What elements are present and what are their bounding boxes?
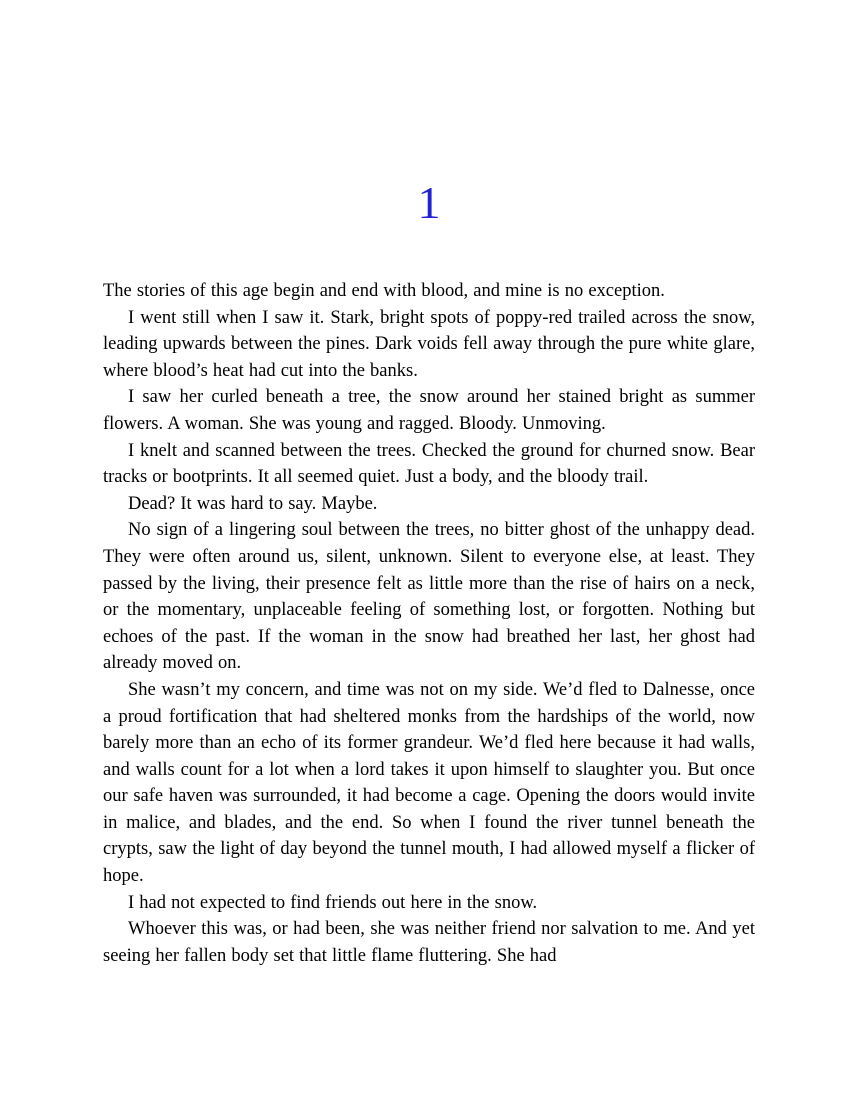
paragraph: Dead? It was hard to say. Maybe.	[128, 493, 378, 514]
paragraph: Whoever this was, or had been, she was neither friend nor salvation to me. And yet seeing her fallen body set that little flame fluttering. She had	[103, 919, 755, 966]
paragraph: I saw her curled beneath a tree, the snow around her stained bright as summer flowers. A woman. She was young and ragged. Bloody. Unmoving.	[103, 387, 755, 434]
paragraph: I had not expected to find friends out here in the snow.	[128, 892, 538, 913]
paragraph: She wasn’t my concern, and time was not on my side. We’d fled to Dalnesse, once a proud fortification that had sheltered monks from the hardships of the world, now barely more than an echo of its former grandeur. We’d fled here because it had walls, and walls count for a lot when a lord takes it upon himself to slaughter you. But once our safe haven was surrounded, it had become a cage. Opening the doors would invite in malice, and blades, and the end. So when I found the river tunnel beneath the crypts, saw the light of day beyond the tunnel mouth, I had allowed myself a flicker of hope.	[103, 679, 755, 887]
paragraph: I knelt and scanned between the trees. Checked the ground for churned snow. Bear tracks or bootprints. It all seemed quiet. Just a body, and the bloody trail.	[103, 440, 755, 488]
paragraph: I went still when I saw it. Stark, bright spots of poppy-red trailed across the snow, leading upwards between the pines. Dark voids fell away through the pure white glare, where blood’s heat had cut into the banks.	[103, 307, 755, 381]
chapter-text	[103, 278, 755, 969]
paragraph: The stories of this age begin and end with blood, and mine is no exception.	[103, 281, 665, 301]
paragraph: No sign of a lingering soul between the trees, no bitter ghost of the unhappy dead. They were often around us, silent, unknown. Silent to everyone else, at least. They passed by the living, their presence felt as little more than the rise of hairs on a neck, or the momentary, unplaceable feeling of something lost, or forgotten. Nothing but echoes of the past. If the woman in the snow had breathed her last, her ghost had already moved on.	[103, 520, 755, 674]
chapter-number: 1	[417, 177, 441, 228]
